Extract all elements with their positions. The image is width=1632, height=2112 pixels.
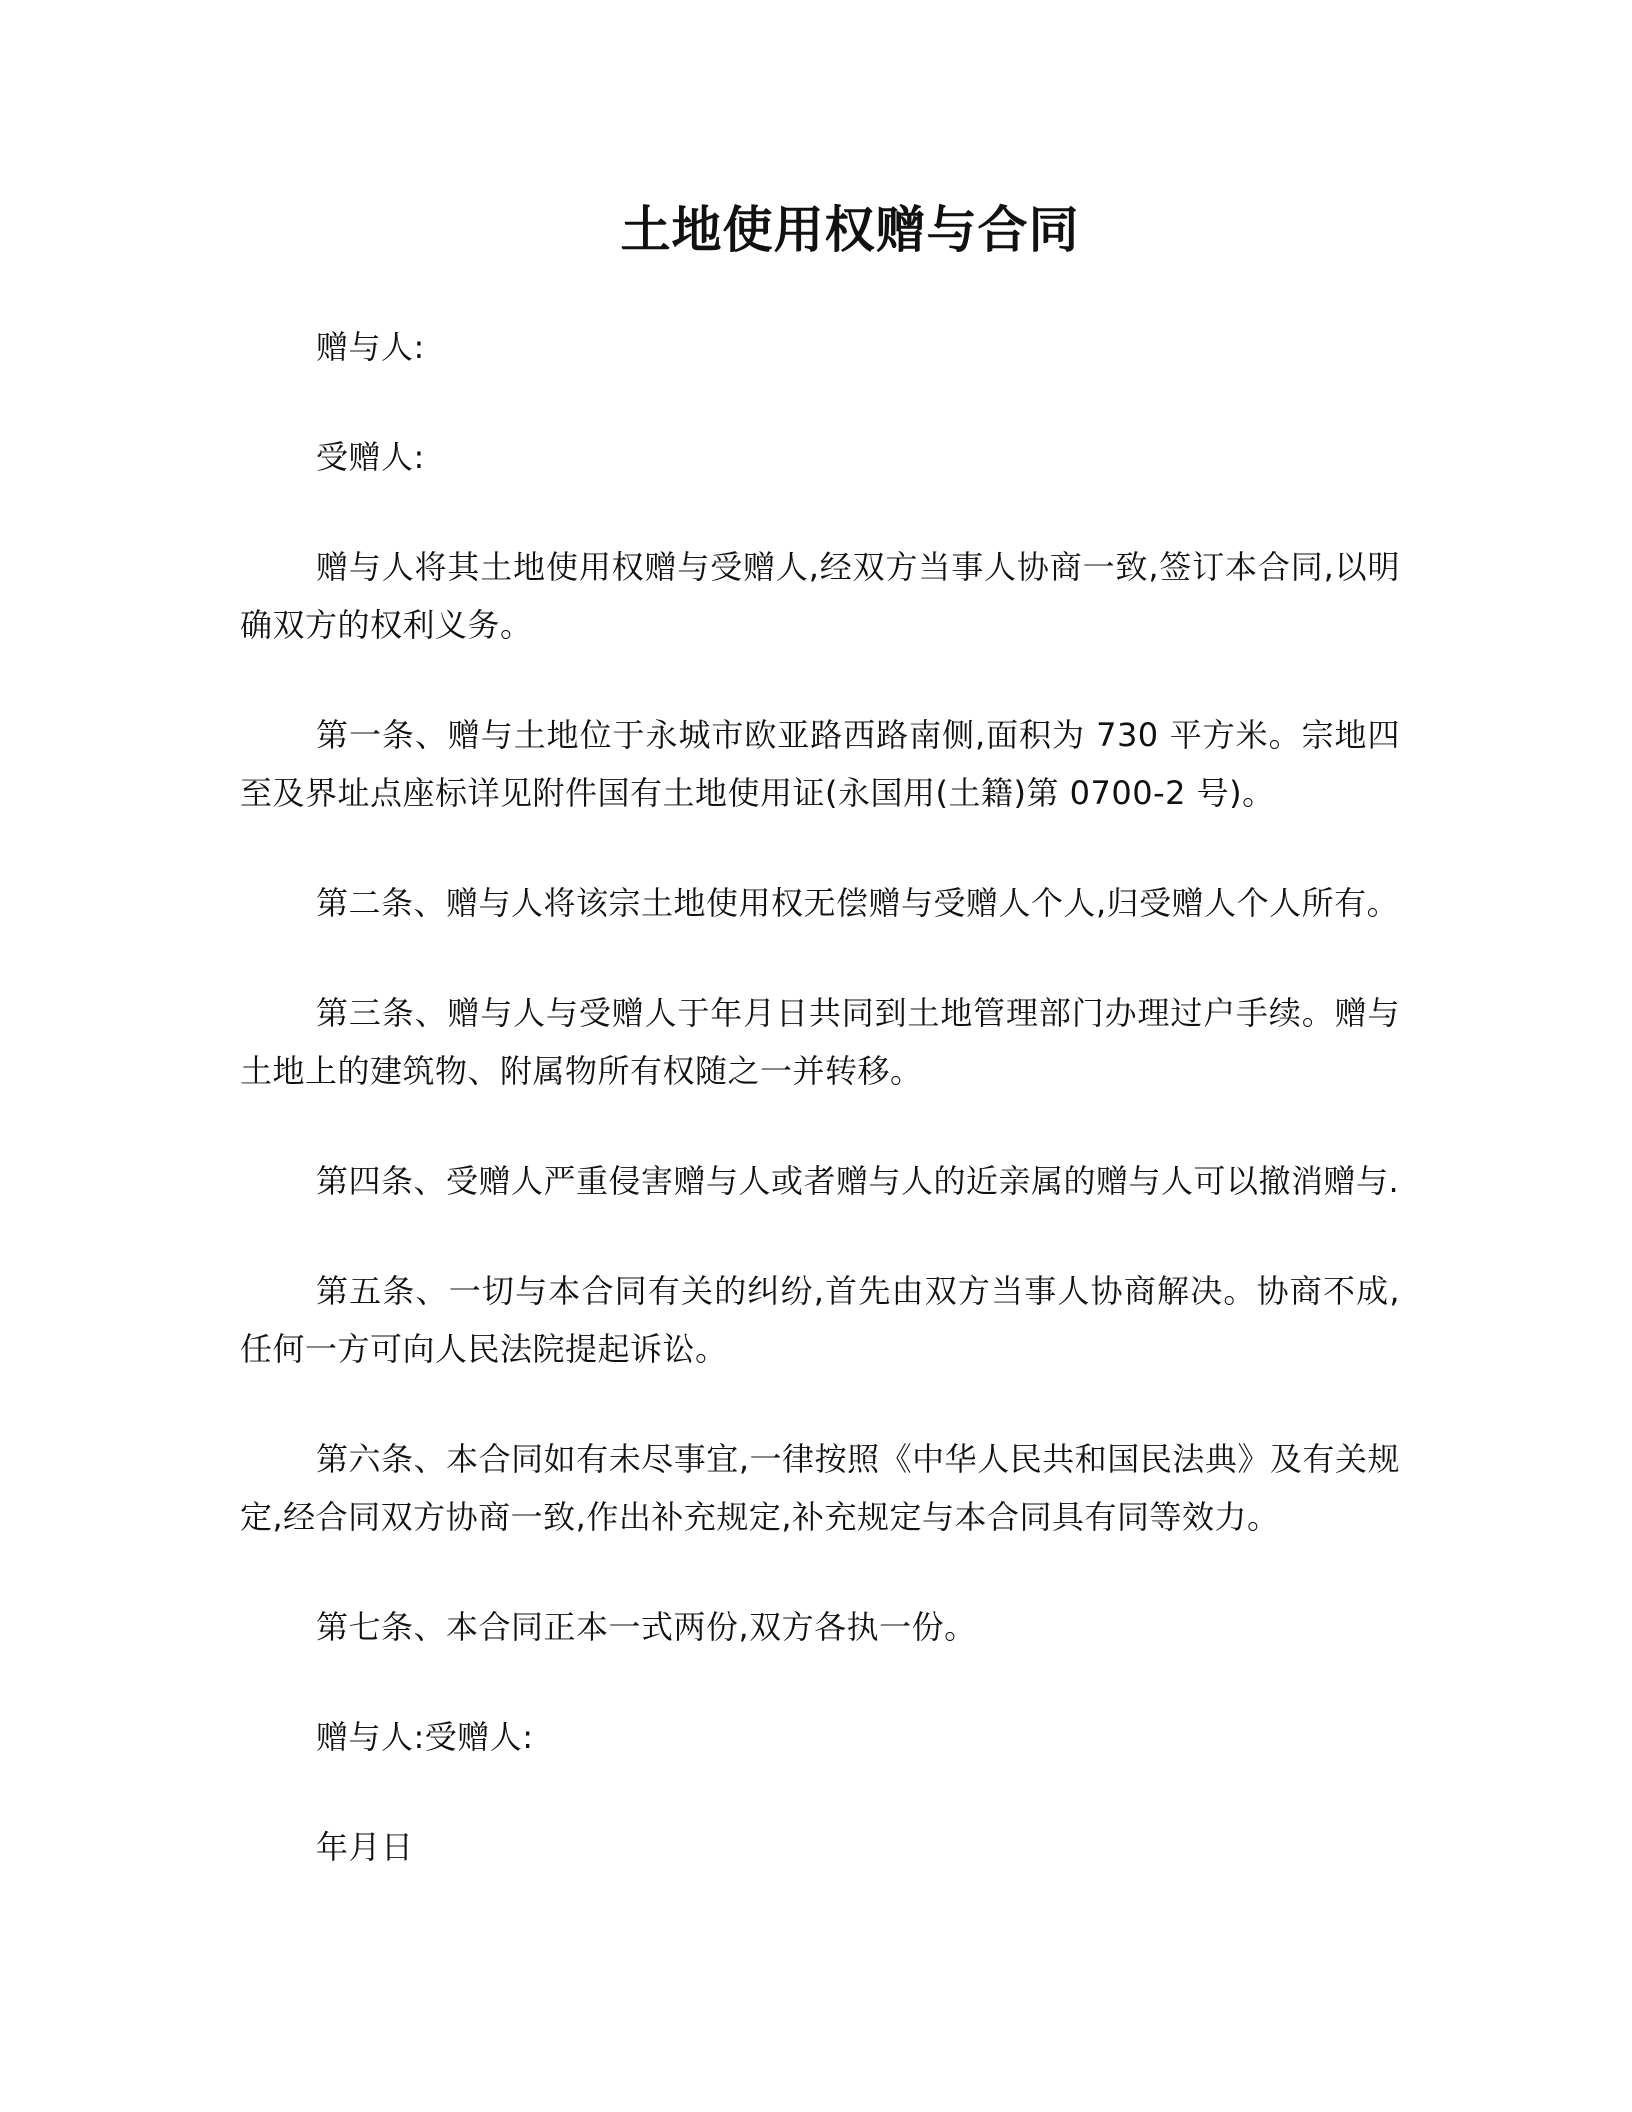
article-2: 第二条、赠与人将该宗土地使用权无偿赠与受赠人个人,归受赠人个人所有。 <box>316 884 1400 922</box>
preamble-paragraph: 赠与人将其土地使用权赠与受赠人,经双方当事人协商一致,签订本合同,以明确双方的权利义务。 <box>240 548 1400 644</box>
document-title: 土地使用权赠与合同 <box>620 201 1080 259</box>
article-5: 第五条、一切与本合同有关的纠纷,首先由双方当事人协商解决。协商不成,任何一方可向人民法院提起诉讼。 <box>240 1272 1400 1368</box>
document-body <box>240 318 1400 1928</box>
article-7: 第七条、本合同正本一式两份,双方各执一份。 <box>316 1608 977 1646</box>
article-1: 第一条、赠与土地位于永城市欧亚路西路南侧,面积为 730 平方米。宗地四至及界址点座标详见附件国有土地使用证(永国用(土籍)第 0700-2 号)。 <box>240 716 1400 812</box>
date-line: 年月日 <box>316 1828 414 1866</box>
article-6: 第六条、本合同如有未尽事宜,一律按照《中华人民共和国民法典》及有关规定,经合同双方协商一致,作出补充规定,补充规定与本合同具有同等效力。 <box>240 1440 1400 1536</box>
donor-line: 赠与人: <box>316 328 425 366</box>
signature-line: 赠与人:受赠人: <box>316 1718 534 1756</box>
donee-line: 受赠人: <box>316 438 425 476</box>
article-3: 第三条、赠与人与受赠人于年月日共同到土地管理部门办理过户手续。赠与土地上的建筑物、附属物所有权随之一并转移。 <box>240 994 1400 1090</box>
article-4: 第四条、受赠人严重侵害赠与人或者赠与人的近亲属的赠与人可以撤消赠与. <box>316 1162 1400 1200</box>
